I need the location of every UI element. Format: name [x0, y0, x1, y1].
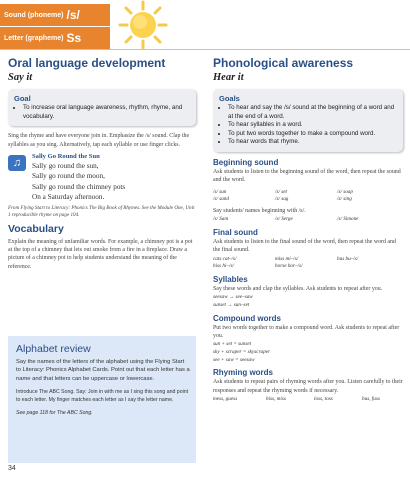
phoneme-label: Sound (phoneme): [4, 11, 64, 19]
example: see + saw = seesaw: [213, 356, 255, 363]
example: bus, fuss: [362, 395, 380, 402]
intro-text: Sing the rhyme and have everyone join in. Emphasize the /s/ sound. Clap the syllables as you sing. Alternatively, tap each syllable or use finger clicks.: [8, 133, 190, 148]
compound-words-title: Compound words: [213, 313, 281, 323]
section-title: Phonological awareness: [213, 56, 354, 70]
header-divider: [0, 49, 410, 50]
alphabet-review-title: Alphabet review: [16, 343, 91, 355]
example-row: [213, 396, 403, 404]
example: /s/ Serge: [275, 216, 293, 223]
example-row: [213, 256, 403, 264]
example: /s/ sing: [337, 196, 352, 203]
example: /s/ sand: [213, 196, 229, 203]
example: hiss, miss: [266, 395, 286, 402]
example-row: [213, 189, 403, 197]
grapheme-label: Letter (grapheme): [4, 34, 64, 42]
example: bus bu–/s/: [337, 255, 359, 262]
example: loss, toss: [314, 395, 333, 402]
section-title: Oral language development: [8, 56, 166, 70]
example-row: [213, 196, 403, 204]
grapheme-banner: [0, 27, 110, 49]
alphabet-review-box: [8, 336, 196, 463]
goals-box: [213, 89, 403, 152]
example: mess, guess: [213, 395, 238, 402]
syllables-text: Say these words and clap the syllables. Ask students to repeat after you.: [213, 285, 383, 292]
beginning-sound-title: Beginning sound: [213, 157, 279, 167]
example: /s/ set: [275, 188, 287, 195]
example: /s/ soap: [337, 188, 353, 195]
example: sunset → sun–set: [213, 301, 250, 308]
rhyming-words-title: Rhyming words: [213, 368, 274, 378]
compound-words-text: Put two words together to make a compound word. Ask students to repeat after you.: [213, 324, 400, 339]
example-row: [213, 216, 403, 224]
oral-language-section: [8, 56, 196, 275]
example: miss mi–/s/: [275, 255, 299, 262]
final-sound-text: Ask students to listen to the final sound of the word, then repeat the word and the final sound.: [213, 238, 396, 254]
example: sun + set = sunset: [213, 341, 252, 348]
alphabet-review-instructions: Introduce The ABC Song. Say: Join in with me as I sing this song and point to each letter. My finger matches each letter as I say the letter name.: [16, 388, 189, 403]
section-subtitle: Say it: [8, 72, 33, 83]
goal-item: • To hear and say the /s/ sound at the beginning of a word and at the end of a word.: [228, 104, 397, 121]
alphabet-review-reference: See page 118 for The ABC Song.: [16, 409, 93, 416]
rhyming-words-text: Ask students to repeat pairs of rhyming words after you. Listen carefully to their responses and repeat the rhyming words if necessary.: [213, 379, 403, 394]
example: seesaw → see–saw: [213, 294, 253, 301]
grapheme-value: Ss: [66, 31, 82, 45]
song-line: On a Saturday afternoon.: [32, 193, 105, 202]
example: horse hor–/s/: [275, 263, 303, 270]
section-subtitle: Hear it: [213, 72, 244, 83]
goal-item: • To hear words that rhyme.: [228, 138, 397, 147]
phonological-section: [213, 56, 403, 404]
goal-item: • To hear syllables in a word.: [228, 121, 397, 130]
final-sound-title: Final sound: [213, 227, 258, 237]
example: /s/ sag: [275, 196, 289, 203]
syllables-title: Syllables: [213, 274, 248, 284]
music-note-icon: ♫: [8, 155, 26, 171]
phoneme-banner: [0, 4, 110, 26]
vocabulary-title: Vocabulary: [8, 222, 64, 235]
sun-icon: [112, 0, 174, 50]
names-text: Say students' names beginning with /s/.: [213, 207, 306, 214]
example: cats cat–/s/: [213, 255, 237, 262]
song-line: Sally go round the chimney pots: [32, 182, 126, 191]
goal-item: • To put two words together to make a compound word.: [228, 130, 397, 139]
example: /s/ Simone: [337, 216, 359, 223]
goals-title: Goals: [219, 94, 240, 103]
song-line: Sally go round the sun,: [32, 162, 99, 170]
example: sky + scraper = skyscraper: [213, 348, 271, 355]
song-source: From Flying Start to Literacy: Phonics The Big Book of Rhymes. See the Module One, Unit 1 reproducible rhyme on page 104.: [8, 204, 195, 218]
song-block: [8, 153, 196, 203]
example: /s/ sun: [213, 188, 227, 195]
song-title: Sally Go Round the Sun: [32, 153, 100, 160]
example: /s/ Sam: [213, 216, 229, 223]
page-number: 34: [8, 465, 16, 472]
goal-item: • To increase oral language awareness, rhythm, rhyme, and vocabulary.: [23, 104, 190, 121]
phoneme-value: /s/: [66, 8, 80, 22]
goal-title: Goal: [14, 94, 31, 103]
beginning-sound-text: Ask students to listen to the beginning sound of the word, then repeat the sound and the word.: [213, 168, 401, 184]
example: hiss hi–/s/: [213, 263, 234, 270]
vocabulary-text: Explain the meaning of unfamiliar words. For example, a chimney pot is a pot at the top of a chimney that lets out smoke from a fire in a fireplace. Draw a picture of a chimney pot to help students understand the meaning of the reference.: [8, 238, 193, 270]
example-row: [213, 263, 403, 271]
goal-box: [8, 89, 196, 126]
alphabet-review-text: Say the names of the letters of the alphabet using the Flying Start to Literacy: Phonics Alphabet Cards. Point out that each letter has a name and that letters can be uppercase or lowercase.: [16, 359, 190, 382]
song-line: Sally go round the moon,: [32, 172, 105, 181]
